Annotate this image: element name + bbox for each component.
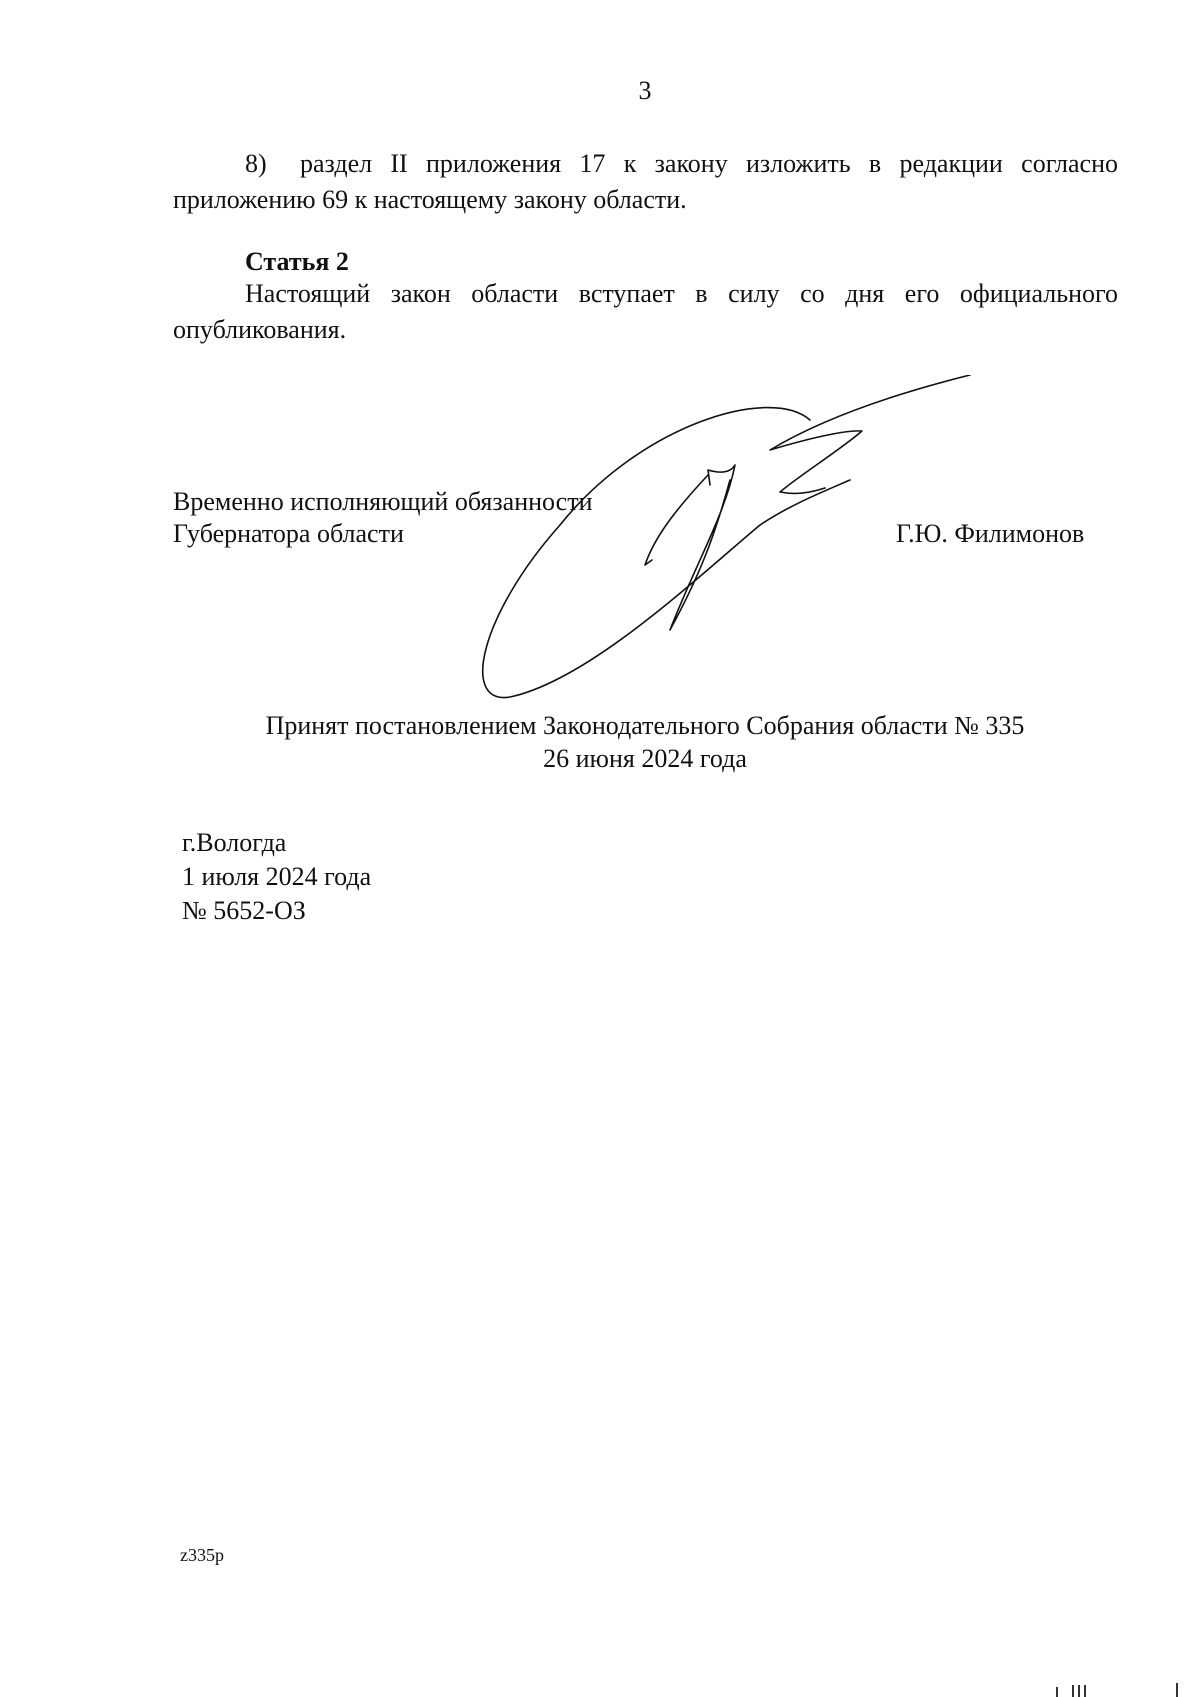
signer-position-line-2: Губернатора области: [173, 519, 404, 548]
scan-edge-marks: [1050, 1678, 1180, 1697]
place-and-date: [182, 826, 371, 928]
handwritten-signature: [470, 375, 1070, 725]
signer-name: Г.Ю. Филимонов: [896, 519, 1085, 548]
adoption-line-1: Принят постановлением Законодательного Собрания области № 335: [265, 711, 1025, 740]
signing-date: 1 июля 2024 года: [182, 862, 372, 891]
article-2-text: [173, 276, 1118, 348]
law-number: № 5652-ОЗ: [182, 896, 306, 925]
item-number: 8): [245, 149, 267, 178]
document-code: z335p: [180, 1545, 224, 1565]
city: г.Вологда: [182, 828, 287, 857]
item-text: раздел II приложения 17 к закону изложить в редакции согласно приложению 69 к настоящему закону области.: [173, 149, 1118, 214]
signer-position-line-1: Временно исполняющий обязанности: [173, 487, 593, 516]
article-2-body: Настоящий закон области вступает в силу со дня его официального опубликования.: [173, 279, 1118, 344]
page-number: 3: [638, 76, 652, 105]
adoption-line-2: 26 июня 2024 года: [543, 744, 747, 773]
amendment-item-8: [173, 146, 1118, 218]
article-2-title: Статья 2: [245, 247, 349, 276]
